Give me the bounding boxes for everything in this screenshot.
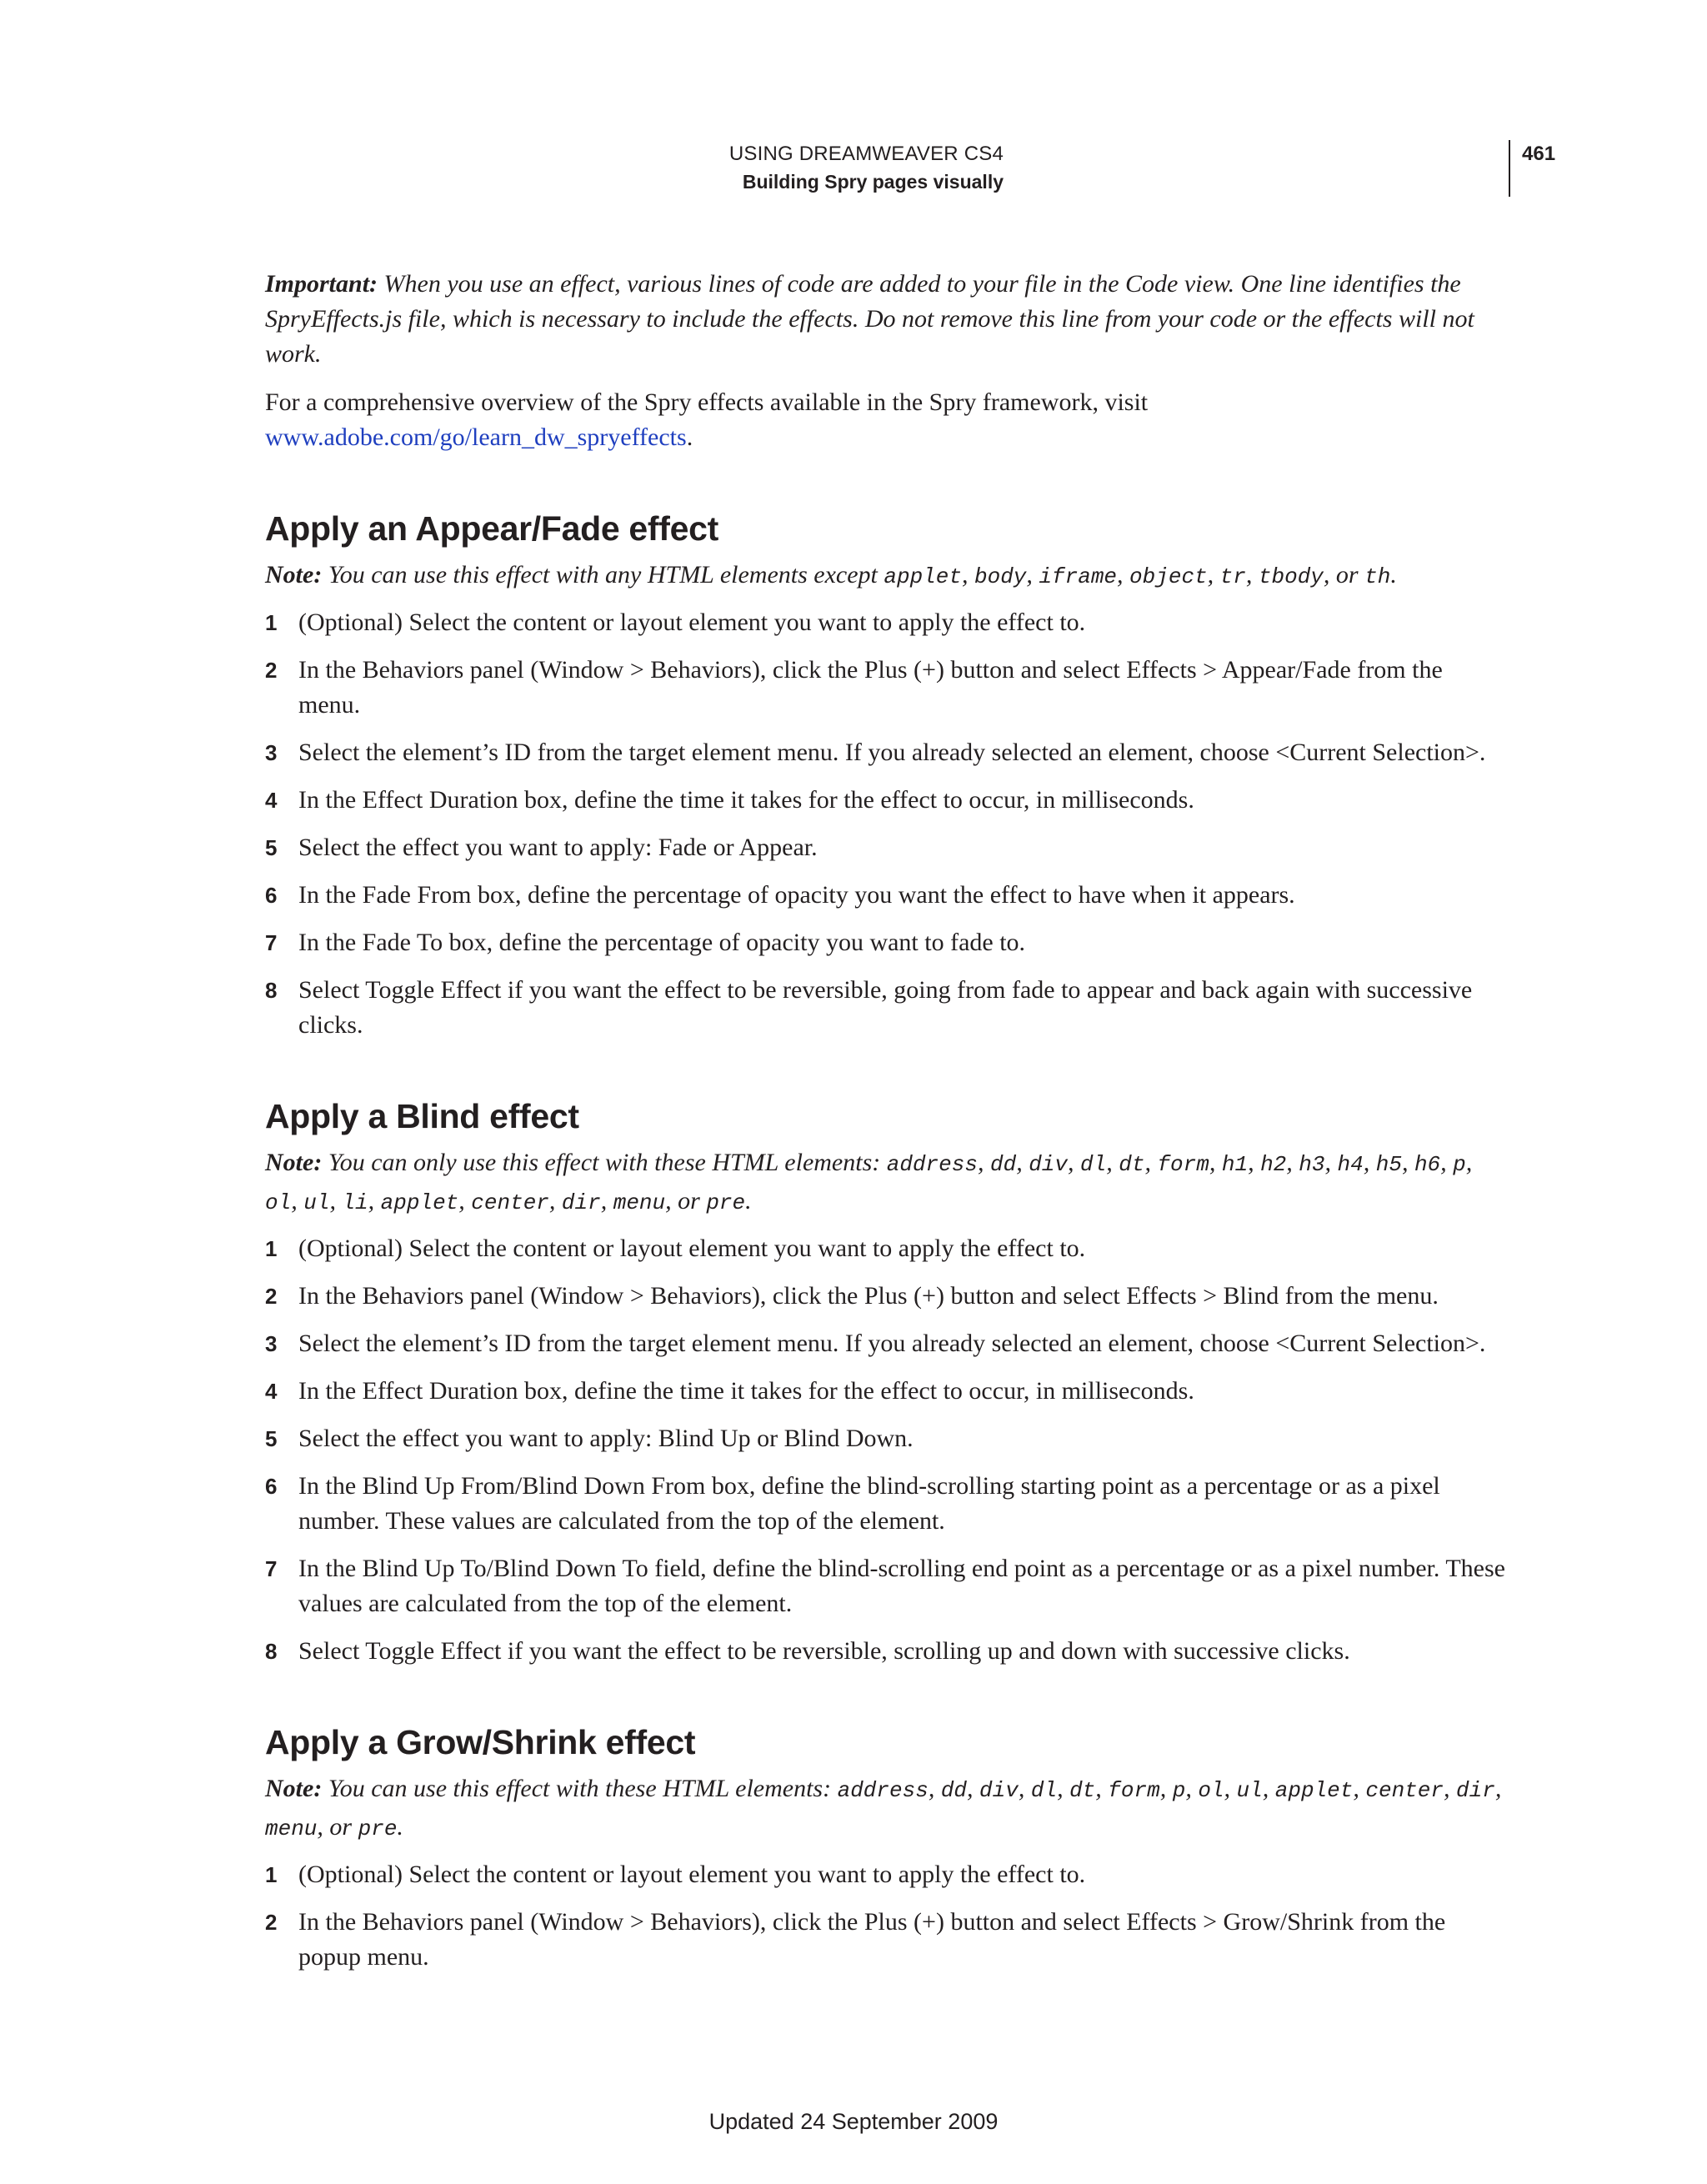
step-number: 1 (265, 610, 278, 635)
step-number: 3 (265, 1331, 278, 1356)
html-element-name: dd (940, 1778, 968, 1803)
note-elements: address, dd, div, dl, dt, form, h1, h2, h3, h4, h5, h6, p, ol, ul, li, applet, center, dir, menu, or pre. (265, 1149, 1473, 1215)
html-element-name: ul (1236, 1778, 1263, 1803)
note-end: . (1390, 561, 1397, 589)
html-element-name: form (1108, 1778, 1160, 1803)
section-note (265, 1145, 1507, 1221)
step-item (265, 1551, 1507, 1621)
step-item (265, 1374, 1507, 1409)
step-item (265, 925, 1507, 960)
step-item (265, 1905, 1507, 1975)
section-note (265, 557, 1507, 595)
step-text: Select the element’s ID from the target element menu. If you already selected an element, choose <Current Selection>. (298, 1330, 1486, 1357)
note-elements: address, dd, div, dl, dt, form, p, ol, ul, applet, center, dir, menu, or pre. (265, 1775, 1502, 1841)
note-end: . (397, 1813, 403, 1841)
overview-end: . (686, 423, 693, 451)
step-number: 6 (265, 1474, 278, 1499)
book-title: USING DREAMWEAVER CS4 (728, 143, 1004, 165)
step-item (265, 653, 1507, 723)
step-number: 8 (265, 1639, 278, 1664)
note-text: You can use this effect with any HTML elements except (322, 561, 884, 589)
step-item (265, 1279, 1507, 1314)
step-number: 1 (265, 1236, 278, 1261)
note-elements: applet, body, iframe, object, tr, tbody, or th. (884, 561, 1397, 589)
step-text: In the Behaviors panel (Window > Behaviors), click the Plus (+) button and select Effects > Blind from the menu. (298, 1282, 1439, 1310)
html-element-name: ul (303, 1190, 330, 1215)
step-number: 4 (265, 788, 278, 813)
html-element-name: tbody (1258, 564, 1324, 589)
steps-list (265, 1231, 1507, 1669)
overview-link[interactable]: www.adobe.com/go/learn_dw_spryeffects (265, 423, 687, 451)
note-text: You can use this effect with these HTML elements: (322, 1775, 838, 1802)
steps-list (265, 605, 1507, 1043)
html-element-name: center (1365, 1778, 1444, 1803)
step-item (265, 973, 1507, 1043)
page-number: 461 (1522, 143, 1556, 165)
step-text: (Optional) Select the content or layout element you want to apply the effect to. (298, 1235, 1086, 1262)
html-element-name: dt (1069, 1778, 1096, 1803)
html-element-name: ol (265, 1190, 292, 1215)
step-text: In the Blind Up To/Blind Down To field, define the blind-scrolling end point as a percentage or as a pixel number. These values are calculated from the top of the element. (298, 1555, 1505, 1617)
step-text: Select Toggle Effect if you want the effect to be reversible, going from fade to appear and back again with successive clicks. (298, 976, 1473, 1039)
header-divider (1509, 140, 1510, 197)
overview-paragraph (265, 385, 1507, 455)
running-header (729, 140, 1004, 195)
step-number: 2 (265, 658, 278, 683)
step-text: In the Fade From box, define the percentage of opacity you want the effect to have when it appears. (298, 881, 1295, 909)
html-element-name: ol (1198, 1778, 1224, 1803)
html-element-name: iframe (1039, 564, 1118, 589)
html-element-name: div (979, 1778, 1019, 1803)
step-item (265, 1231, 1507, 1266)
html-element-name: p (1453, 1152, 1466, 1177)
html-element-name: dl (1030, 1778, 1058, 1803)
html-element-name: form (1157, 1152, 1209, 1177)
step-item (265, 1326, 1507, 1361)
overview-text: For a comprehensive overview of the Spry effects available in the Spry framework, visit (265, 388, 1149, 416)
note-end: . (745, 1187, 752, 1215)
html-element-name: h4 (1337, 1152, 1364, 1177)
note-label: Note: (265, 1149, 323, 1176)
html-element-name: h6 (1414, 1152, 1441, 1177)
section-heading: Apply a Grow/Shrink effect (265, 1723, 696, 1761)
section-heading: Apply a Blind effect (265, 1097, 579, 1135)
step-item (265, 1421, 1507, 1456)
html-element-name: pre (706, 1190, 746, 1215)
step-text: In the Fade To box, define the percentage of opacity you want to fade to. (298, 929, 1026, 956)
html-element-name: pre (358, 1816, 398, 1841)
step-number: 1 (265, 1862, 278, 1887)
html-element-name: address (837, 1778, 929, 1803)
html-element-name: h5 (1375, 1152, 1402, 1177)
html-element-name: th (1364, 564, 1391, 589)
step-item (265, 830, 1507, 865)
step-text: In the Effect Duration box, define the time it takes for the effect to occur, in milliseconds. (298, 786, 1194, 814)
footer-updated: Updated 24 September 2009 (708, 2109, 999, 2134)
section-grow-shrink (265, 1719, 1507, 1975)
step-number: 3 (265, 740, 278, 765)
step-text: In the Effect Duration box, define the time it takes for the effect to occur, in milliseconds. (298, 1377, 1194, 1405)
step-number: 2 (265, 1284, 278, 1309)
step-text: (Optional) Select the content or layout element you want to apply the effect to. (298, 1861, 1086, 1888)
html-element-name: h3 (1299, 1152, 1325, 1177)
html-element-name: applet (1274, 1778, 1354, 1803)
html-element-name: center (471, 1190, 549, 1215)
note-label: Note: (265, 561, 323, 589)
html-element-name: tr (1219, 564, 1246, 589)
note-label: Note: (265, 1775, 323, 1802)
html-element-name: address (886, 1152, 978, 1177)
step-text: Select Toggle Effect if you want the effect to be reversible, scrolling up and down with successive clicks. (298, 1637, 1350, 1665)
step-item (265, 735, 1507, 770)
note-conjunction: or (678, 1187, 700, 1215)
html-element-name: dl (1080, 1152, 1107, 1177)
section-blind (265, 1093, 1507, 1669)
step-item (265, 1634, 1507, 1669)
note-conjunction: or (1335, 561, 1359, 589)
step-text: In the Behaviors panel (Window > Behaviors), click the Plus (+) button and select Effects > Grow/Shrink from the popup menu. (298, 1908, 1446, 1971)
html-element-name: applet (884, 564, 962, 589)
step-number: 5 (265, 1426, 278, 1451)
html-element-name: applet (380, 1190, 459, 1215)
step-text: In the Behaviors panel (Window > Behaviors), click the Plus (+) button and select Effects > Appear/Fade from the menu. (298, 656, 1443, 719)
chapter-title: Building Spry pages visually (742, 171, 1004, 193)
step-number: 4 (265, 1379, 278, 1404)
note-conjunction: or (329, 1813, 353, 1841)
step-item (265, 1857, 1507, 1892)
step-text: Select the element’s ID from the target element menu. If you already selected an element, choose <Current Selection>. (298, 739, 1486, 766)
html-element-name: menu (613, 1190, 666, 1215)
html-element-name: dir (1456, 1778, 1495, 1803)
important-note (265, 267, 1507, 372)
html-element-name: h2 (1260, 1152, 1287, 1177)
html-element-name: div (1029, 1152, 1068, 1177)
html-element-name: h1 (1221, 1152, 1249, 1177)
step-number: 6 (265, 883, 278, 908)
step-number: 8 (265, 978, 278, 1003)
html-element-name: p (1172, 1778, 1186, 1803)
step-number: 5 (265, 835, 278, 860)
steps-list (265, 1857, 1507, 1975)
section-note (265, 1771, 1507, 1847)
step-number: 2 (265, 1910, 278, 1935)
main-content (265, 267, 1507, 1987)
html-element-name: li (342, 1190, 368, 1215)
step-text: In the Blind Up From/Blind Down From box, define the blind-scrolling starting point as a percentage or as a pixel number. These values are calculated from the top of the element. (298, 1472, 1440, 1535)
step-item (265, 783, 1507, 818)
note-text: You can only use this effect with these HTML elements: (322, 1149, 887, 1176)
step-text: Select the effect you want to apply: Fade or Appear. (298, 834, 818, 861)
step-number: 7 (265, 1556, 278, 1581)
step-text: (Optional) Select the content or layout element you want to apply the effect to. (298, 609, 1086, 636)
section-appear-fade (265, 505, 1507, 1043)
step-item (265, 605, 1507, 640)
html-element-name: dir (561, 1190, 601, 1215)
html-element-name: dd (989, 1152, 1017, 1177)
html-element-name: dt (1119, 1152, 1145, 1177)
step-item (265, 878, 1507, 913)
section-heading: Apply an Appear/Fade effect (265, 509, 718, 548)
html-element-name: menu (265, 1816, 318, 1841)
step-number: 7 (265, 930, 278, 955)
html-element-name: object (1129, 564, 1208, 589)
step-text: Select the effect you want to apply: Blind Up or Blind Down. (298, 1425, 914, 1452)
important-text: When you use an effect, various lines of code are added to your file in the Code view. One line identifies the SpryEffects.js file, which is necessary to include the effects. Do not remove this line from your code or the effects will not work. (265, 270, 1474, 368)
important-label: Important: (265, 270, 378, 298)
html-element-name: body (974, 564, 1027, 589)
step-item (265, 1469, 1507, 1539)
